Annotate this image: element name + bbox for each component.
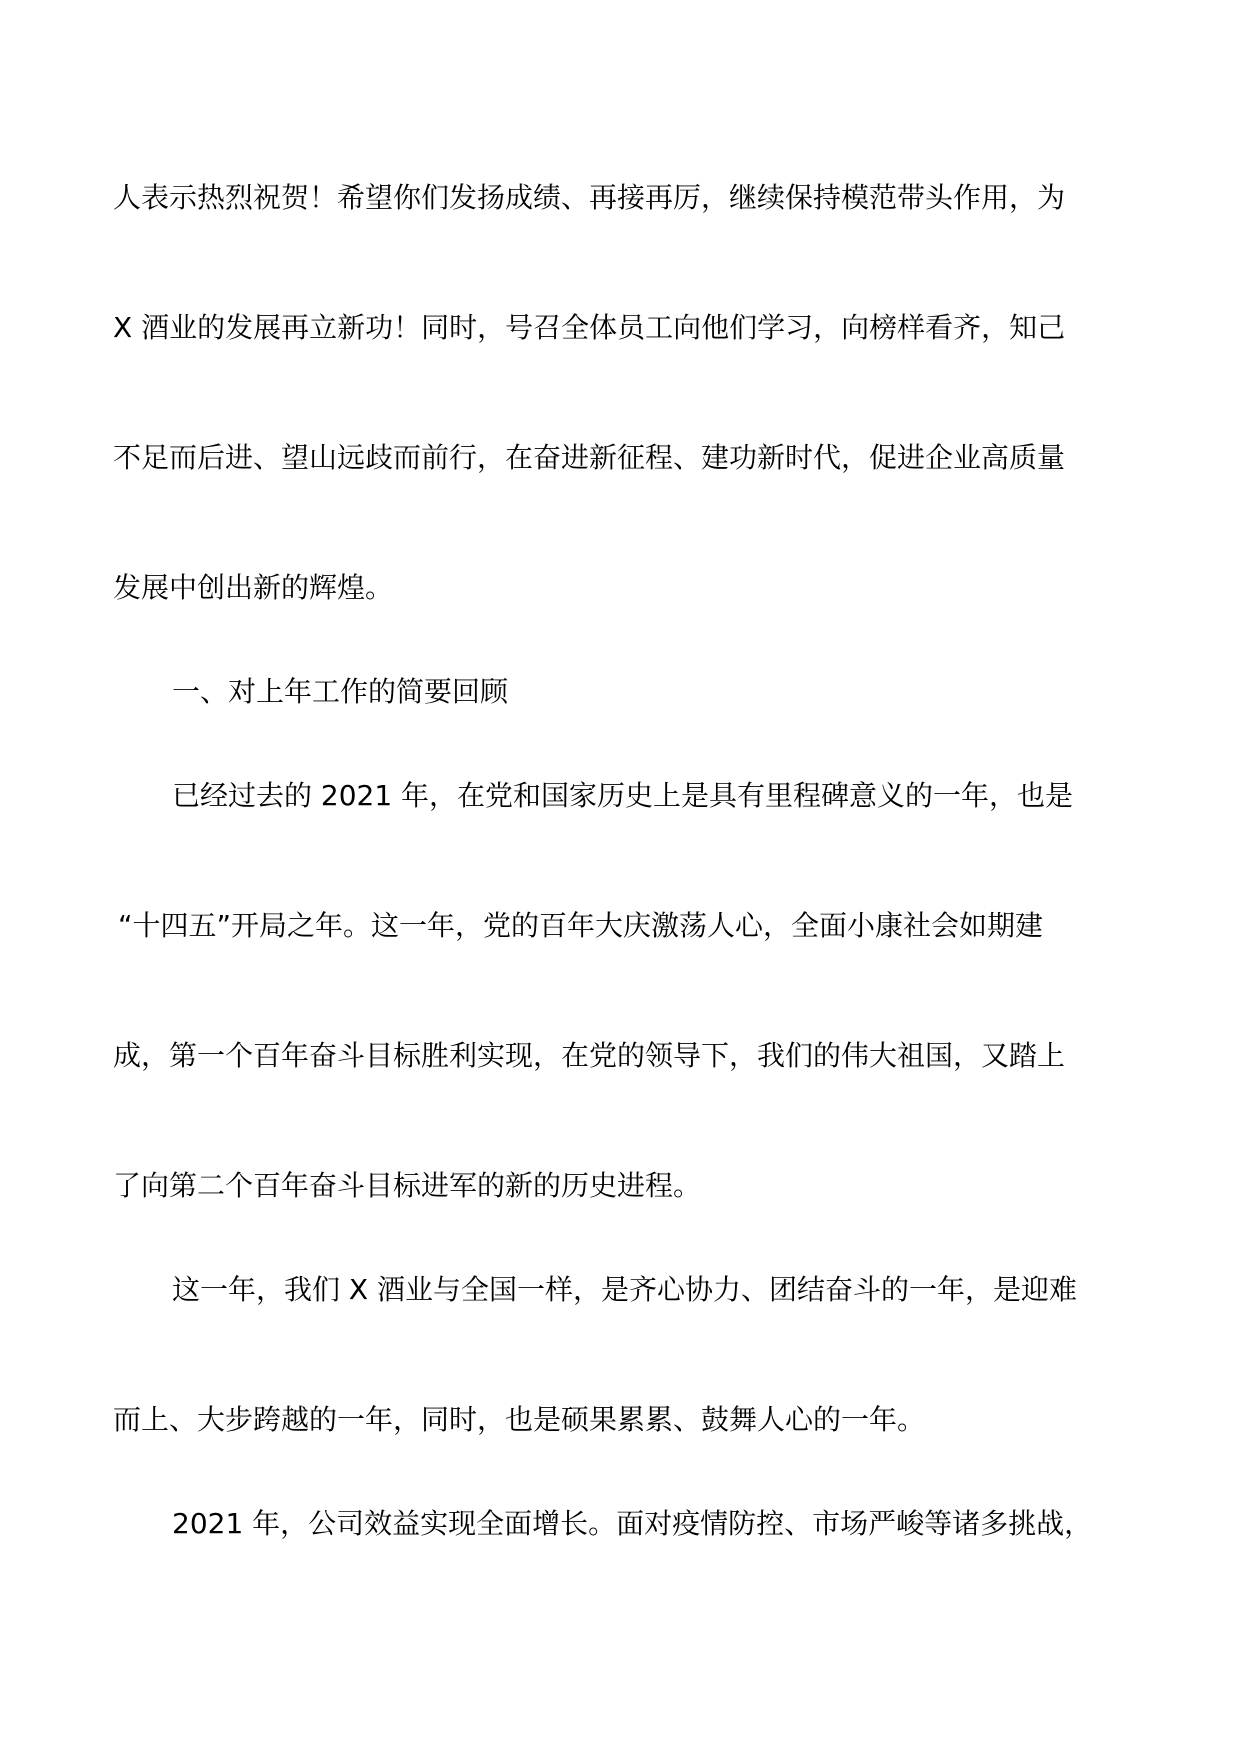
paragraph-line: “十四五”开局之年。这一年，党的百年大庆激荡人心，全面小康社会如期建: [118, 909, 1044, 942]
paragraph-line: 成，第一个百年奋斗目标胜利实现，在党的领导下，我们的伟大祖国，又踏上: [113, 1039, 1066, 1072]
paragraph-line: 不足而后进、望山远歧而前行，在奋进新征程、建功新时代，促进企业高质量: [113, 441, 1066, 474]
paragraph-line: 而上、大步跨越的一年，同时，也是硕果累累、鼓舞人心的一年。: [113, 1403, 926, 1436]
paragraph-line: 发展中创出新的辉煌。: [113, 571, 394, 604]
paragraph-line: 已经过去的 2021 年，在党和国家历史上是具有里程碑意义的一年，也是: [172, 779, 1074, 812]
paragraph-line: 2021 年，公司效益实现全面增长。面对疫情防控、市场严峻等诸多挑战，: [172, 1507, 1093, 1540]
paragraph-line: 这一年，我们 X 酒业与全国一样，是齐心协力、团结奋斗的一年，是迎难: [172, 1273, 1077, 1306]
paragraph-line: 人表示热烈祝贺！希望你们发扬成绩、再接再厉，继续保持模范带头作用，为: [113, 181, 1066, 214]
paragraph-line: 了向第二个百年奋斗目标进军的新的历史进程。: [113, 1169, 702, 1202]
section-heading: 一、对上年工作的简要回顾: [172, 675, 509, 708]
paragraph-line: X 酒业的发展再立新功！同时，号召全体员工向他们学习，向榜样看齐，知己: [113, 311, 1066, 344]
